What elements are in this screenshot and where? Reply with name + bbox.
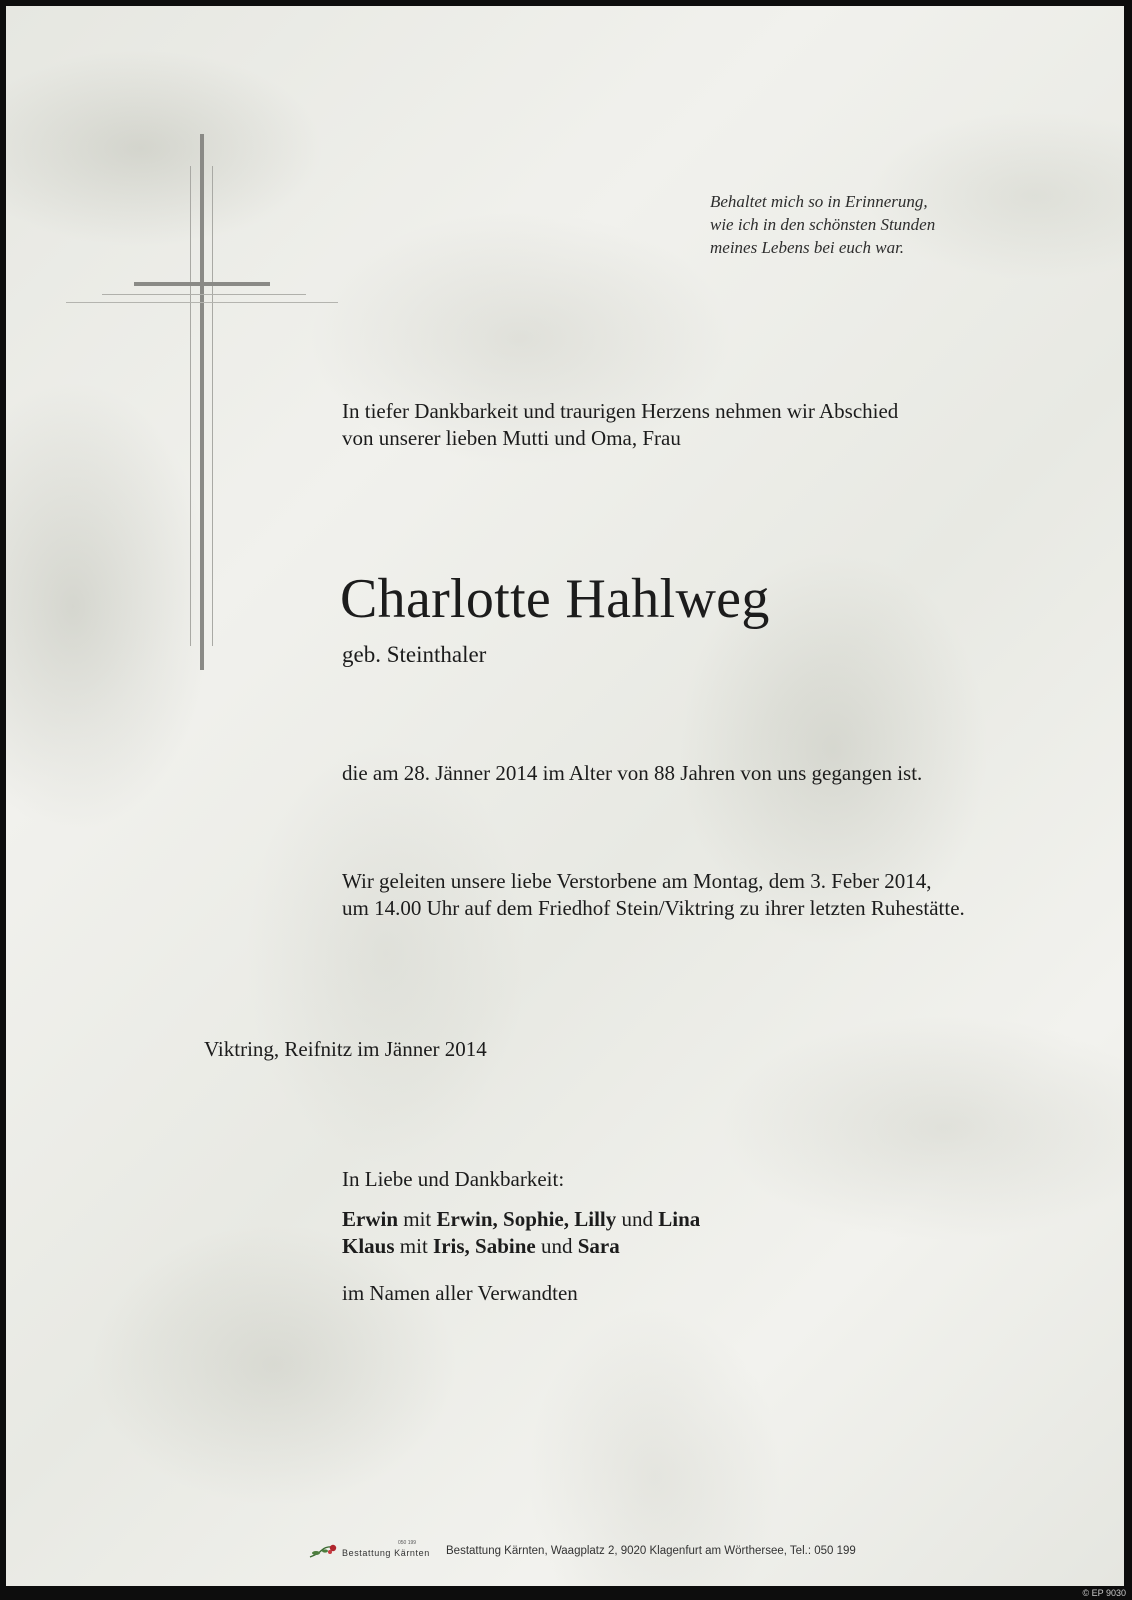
mourner-connector: und	[535, 1234, 578, 1258]
funeral-line: Wir geleiten unsere liebe Verstorbene am Montag, dem 3. Feber 2014,	[342, 869, 932, 893]
funeral-details	[342, 868, 965, 922]
quote-line: wie ich in den schönsten Stunden	[710, 215, 936, 234]
quote-line: Behaltet mich so in Erinnerung,	[710, 192, 928, 211]
mourners-list	[342, 1206, 700, 1260]
mourner-children: Iris, Sabine	[433, 1234, 536, 1258]
death-notice: die am 28. Jänner 2014 im Alter von 88 Jahren von uns gegangen ist.	[342, 761, 923, 785]
logo-text: Bestattung Kärnten	[342, 1548, 430, 1558]
cross-vertical-bar	[200, 134, 204, 670]
mourner-family-line	[342, 1206, 700, 1233]
mourner-children: Erwin, Sophie, Lilly	[436, 1207, 617, 1231]
quote-line: meines Lebens bei euch war.	[710, 238, 905, 257]
cross-horizontal-line-bottom	[66, 302, 338, 303]
mourners-footer: im Namen aller Verwandten	[342, 1281, 578, 1305]
mourner-family-line	[342, 1233, 700, 1260]
cross-horizontal-bar	[134, 282, 270, 286]
maiden-name: geb. Steinthaler	[342, 642, 487, 667]
intro-line: von unserer lieben Mutti und Oma, Frau	[342, 426, 681, 450]
mourner-last-child: Sara	[577, 1234, 620, 1258]
funeral-home-address: Bestattung Kärnten, Waagplatz 2, 9020 Klagenfurt am Wörthersee, Tel.: 050 199	[446, 1545, 856, 1557]
funeral-line: um 14.00 Uhr auf dem Friedhof Stein/Viktring zu ihrer letzten Ruhestätte.	[342, 896, 965, 920]
mourner-name: Erwin	[342, 1207, 399, 1231]
obituary-page	[6, 6, 1124, 1586]
logo-phone: 050 199	[398, 1540, 417, 1546]
copyright-notice: © EP 9030	[1082, 1588, 1126, 1598]
cross-vertical-line-left	[190, 166, 191, 646]
mourner-last-child: Lina	[658, 1207, 701, 1231]
intro-line: In tiefer Dankbarkeit und traurigen Herzens nehmen wir Abschied	[342, 399, 899, 423]
deceased-name: Charlotte Hahlweg	[340, 568, 770, 630]
mourner-name: Klaus	[342, 1234, 395, 1258]
memorial-quote	[710, 190, 1050, 259]
intro-text	[342, 398, 898, 452]
mourner-connector: mit	[398, 1207, 437, 1231]
cross-horizontal-line-top	[102, 294, 306, 295]
flower-icon	[308, 1542, 338, 1560]
mourner-connector: mit	[394, 1234, 434, 1258]
place-and-date: Viktring, Reifnitz im Jänner 2014	[204, 1037, 487, 1061]
mourner-connector: und	[616, 1207, 659, 1231]
cross-vertical-line-right	[212, 166, 213, 646]
mourners-heading: In Liebe und Dankbarkeit:	[342, 1167, 565, 1191]
funeral-home-logo	[306, 1540, 440, 1562]
